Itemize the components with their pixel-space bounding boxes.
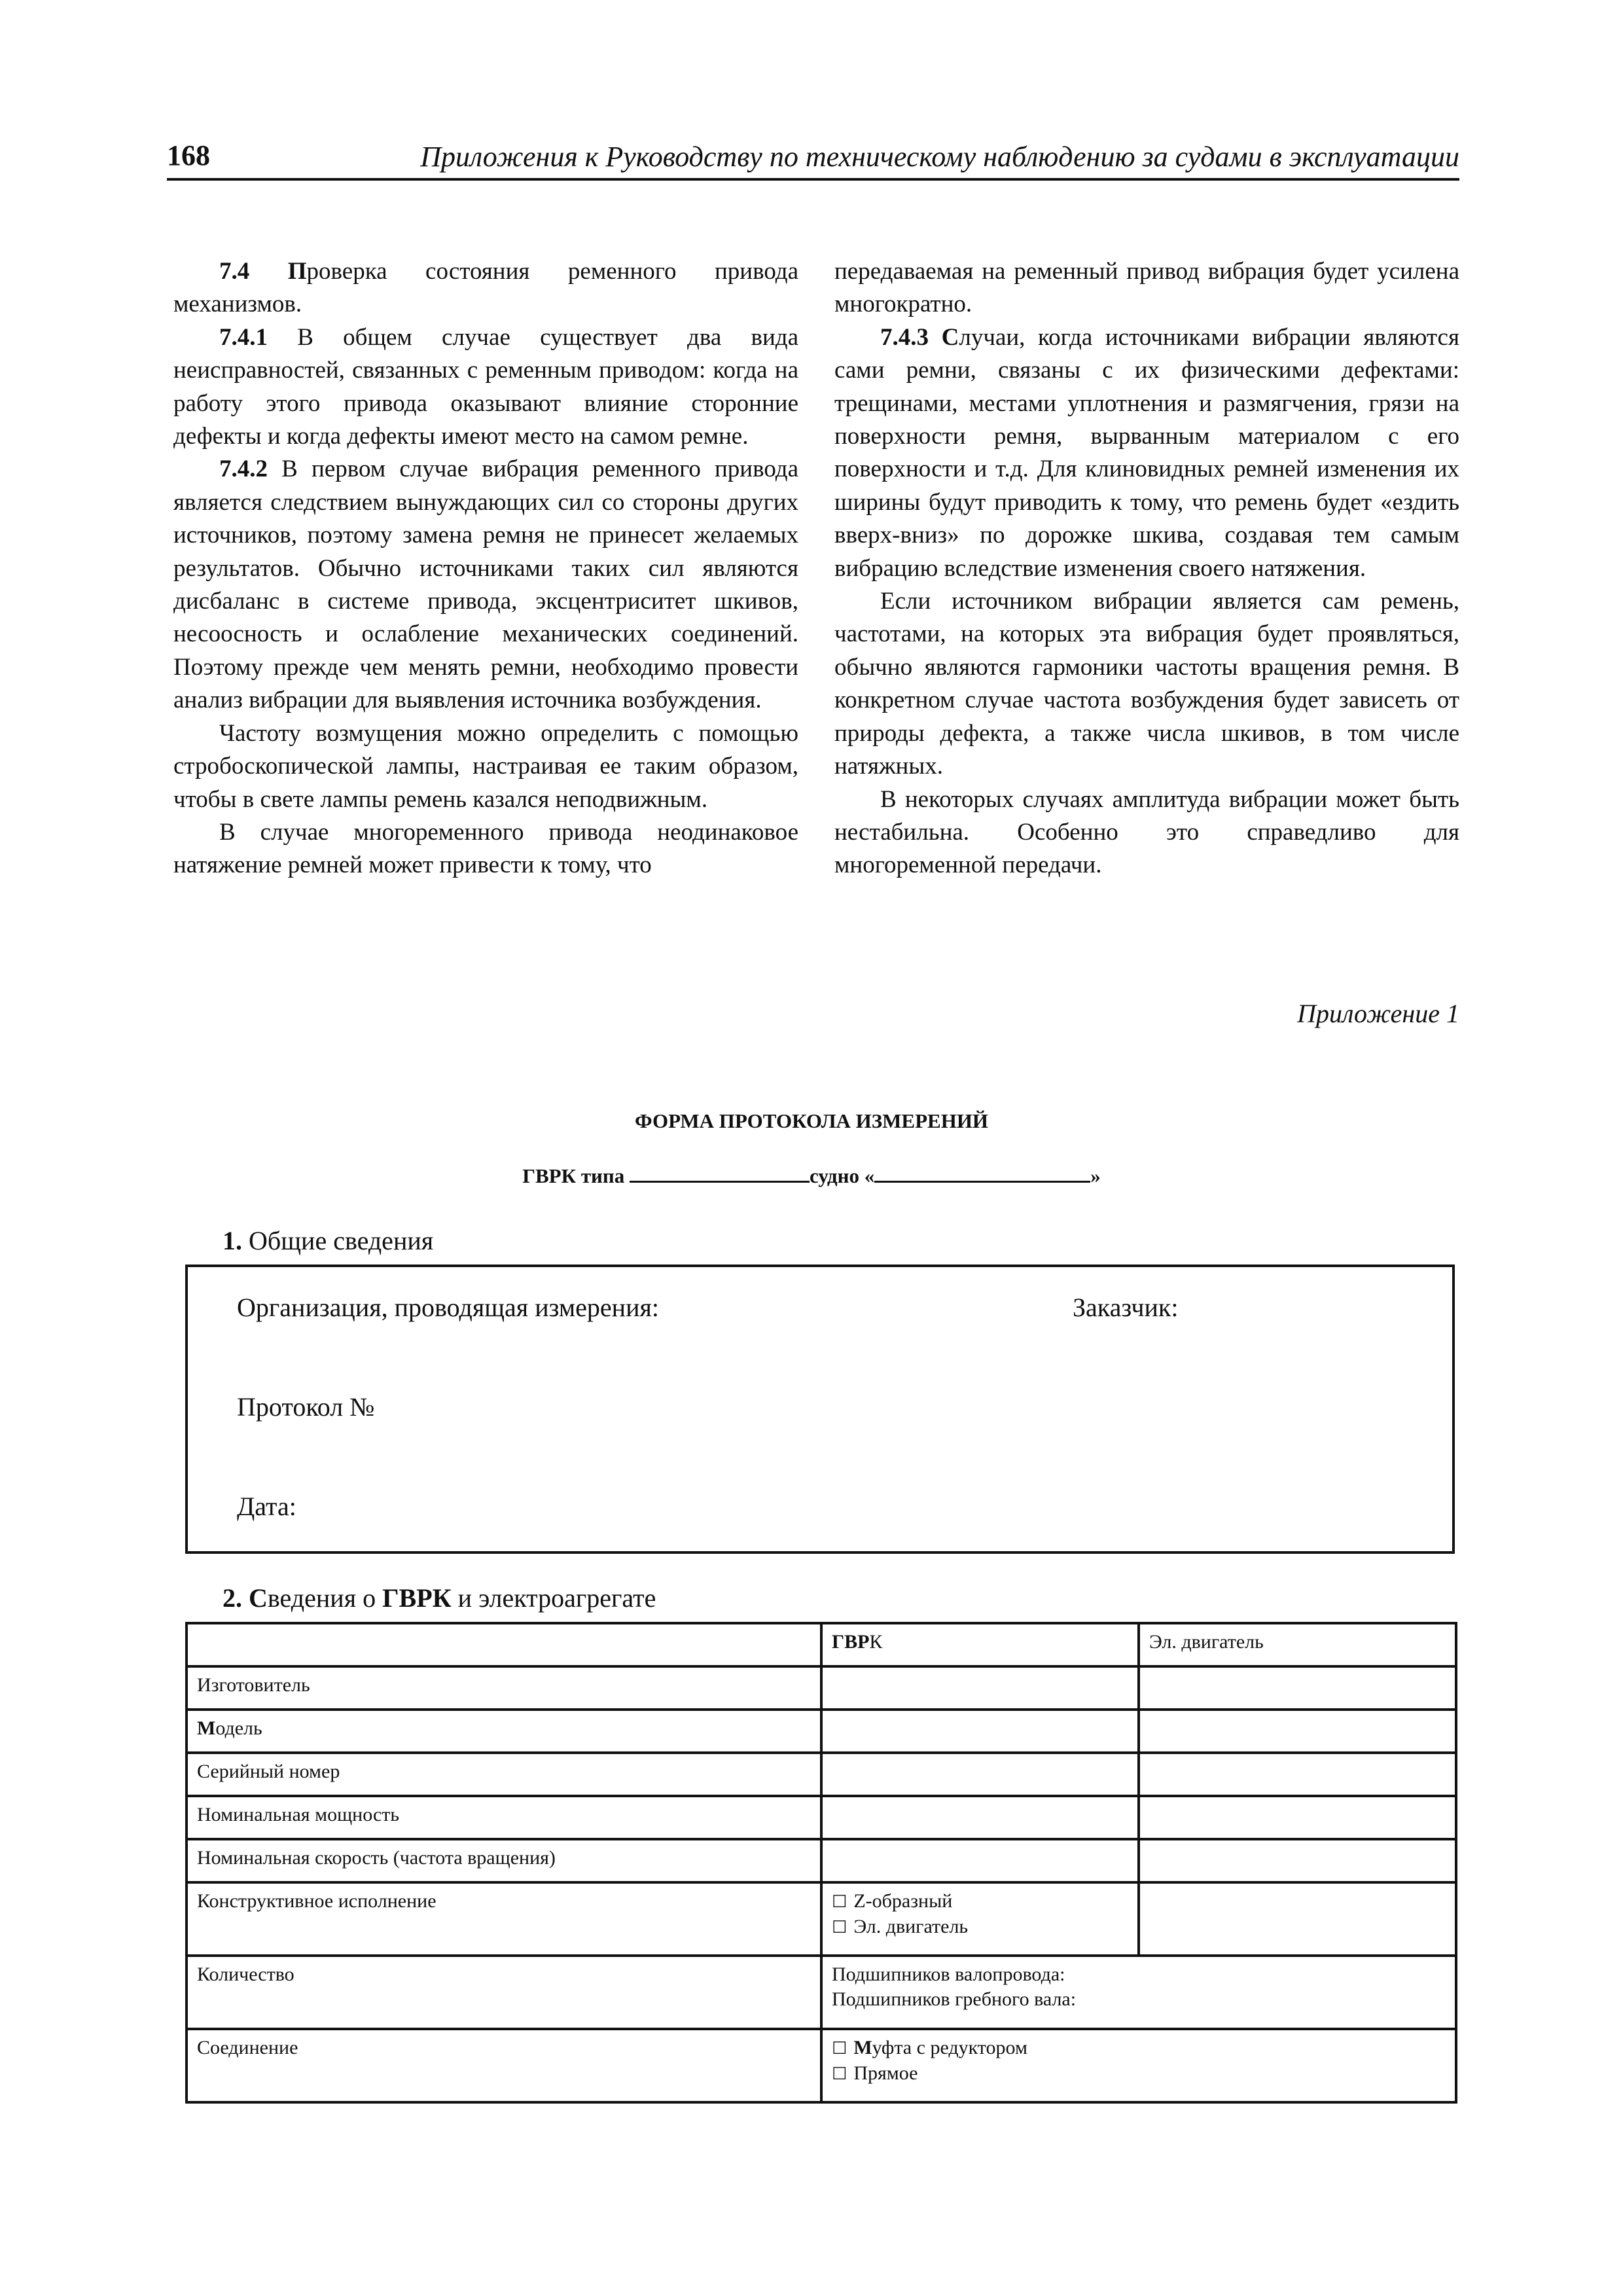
section-number: 7.4.2 — [219, 456, 268, 483]
cell-motor-serial[interactable] — [1139, 1753, 1456, 1796]
cell-motor-manufacturer[interactable] — [1139, 1666, 1456, 1710]
protocol-number-label: Протокол № — [237, 1392, 375, 1422]
paragraph-7-4-2 — [173, 453, 798, 717]
header-gvrk-bold: ГВР — [832, 1631, 870, 1653]
section-number: 7.4.3 — [880, 323, 929, 351]
paragraph-text: В первом случае вибрация ременного привода является следствием вынуждающих сил со стороны других источников, поэтому замена ремня не принесет желаемых результатов. Обычно источниками таких сил являются дисбаланс в системе привода, эксцентриситет шкивов, несоосность и ослабление механических соединений. Поэтому прежде чем менять ремни, необходимо провести анализ вибрации для выявления источника возбуждения. — [173, 456, 798, 714]
row-label-power: Номинальная мощность — [187, 1796, 821, 1839]
table-row — [187, 1956, 1456, 2029]
cell-gvrk-model[interactable] — [821, 1710, 1139, 1753]
shaftline-bearings-label: Подшипников валопровода: — [832, 1964, 1065, 1985]
header-gvrk — [821, 1623, 1139, 1666]
section1-title-text: Общие сведения — [242, 1226, 434, 1255]
row-label-connection: Соединение — [187, 2029, 821, 2102]
table-row — [187, 1882, 1456, 1956]
paragraph-continuation: передаваемая на ременный привод вибрация будет усилена многократно. — [834, 258, 1459, 318]
propeller-shaft-bearings-label: Подшипников гребного вала: — [832, 1988, 1077, 2010]
row-label-serial: Серийный номер — [187, 1753, 821, 1796]
design-option-z-label: Z-образный — [853, 1890, 953, 1912]
paragraph-amplitude: В некоторых случаях амплитуда вибрации может быть нестабильна. Особенно это справедливо для многоременной передачи. — [834, 785, 1459, 879]
section2-title-gvrk: ГВРК — [382, 1583, 452, 1613]
paragraph-text: роверка состояния ременного привода механизмов. — [173, 258, 799, 318]
gvrk-type-label: ГВРК типа — [522, 1164, 625, 1187]
cell-gvrk-power[interactable] — [821, 1796, 1139, 1839]
date-label: Дата: — [237, 1492, 296, 1521]
cell-gvrk-serial[interactable] — [821, 1753, 1139, 1796]
form-title: ФОРМА ПРОТОКОЛА ИЗМЕРЕНИЙ — [634, 1109, 989, 1132]
section2-number: 2. — [223, 1583, 242, 1613]
section-number: 7.4.1 — [219, 323, 268, 351]
section2-title-rest: и электроагрегате — [451, 1583, 656, 1613]
design-option-motor[interactable] — [832, 1914, 1128, 1940]
header-motor: Эл. двигатель — [1139, 1623, 1456, 1666]
checkbox-icon[interactable]: ☐ — [832, 1918, 847, 1937]
cell-motor-power[interactable] — [1139, 1796, 1456, 1839]
paragraph-frequency: Частоту возмущения можно определить с помощью стробоскопической лампы, настраивая ее таким образом, чтобы в свете лампы ремень казался неподвижным. — [173, 719, 798, 813]
header-empty-cell — [187, 1623, 821, 1666]
vessel-label: судно « — [810, 1164, 875, 1187]
cell-quantity — [821, 1956, 1456, 2029]
table-row — [187, 1710, 1456, 1753]
table-row — [187, 1796, 1456, 1839]
gearbox-bold-initial: М — [853, 2037, 872, 2058]
page-number: 168 — [167, 139, 210, 171]
header-gvrk-rest: К — [869, 1631, 883, 1653]
cell-motor-design[interactable] — [1139, 1882, 1456, 1956]
right-column — [834, 255, 1459, 882]
table-header-row — [187, 1623, 1456, 1666]
cell-gvrk-speed[interactable] — [821, 1839, 1139, 1882]
row-label-design: Конструктивное исполнение — [187, 1882, 821, 1956]
specs-table — [185, 1622, 1457, 2104]
customer-label: Заказчик: — [1073, 1293, 1179, 1322]
paragraph-text: лучаи, когда источниками вибрации являются сами ремни, связаны с их физическими дефектами: трещинами, местами уплотнения и размягчения, грязи на поверхности ремня, вырванным материалом с его поверхности и т.д. Для клиновидных ремней изменения их ширины будут приводить к тому, что ремень будет «ездить вверх-вниз» по дорожке шкива, создавая тем самым вибрацию вследствие изменения своего натяжения. — [834, 323, 1459, 582]
left-column — [173, 255, 798, 882]
section1-title — [223, 1225, 433, 1256]
cell-gvrk-manufacturer[interactable] — [821, 1666, 1139, 1710]
paragraph-text: В общем случае существует два вида неисправностей, связанных с ременным приводом: когда на работу этого привода оказывают влияние сторонние дефекты и когда дефекты имеют место на самом ремне. — [173, 323, 798, 450]
cell-motor-speed[interactable] — [1139, 1839, 1456, 1882]
table-row — [187, 1666, 1456, 1710]
design-option-motor-label: Эл. двигатель — [853, 1916, 969, 1937]
paragraph-multibelt: В случае многоременного привода неодинаковое натяжение ремней может привести к тому, что — [173, 818, 798, 879]
paragraph-7-4 — [173, 255, 798, 321]
connection-option-gearbox-label: уфта с редуктором — [872, 2037, 1027, 2058]
table-row — [187, 1839, 1456, 1882]
bold-initial: С — [249, 1583, 268, 1613]
design-option-z[interactable] — [832, 1889, 1128, 1914]
gvrk-type-blank[interactable] — [630, 1164, 810, 1183]
general-info-box — [185, 1265, 1455, 1554]
row-label-quantity: Количество — [187, 1956, 821, 2029]
table-row — [187, 1753, 1456, 1796]
vessel-close-quote: » — [1090, 1164, 1101, 1187]
connection-option-direct[interactable] — [832, 2061, 1446, 2087]
cell-connection — [821, 2029, 1456, 2102]
bold-initial: С — [941, 323, 959, 351]
cell-motor-model[interactable] — [1139, 1710, 1456, 1753]
row-label-manufacturer: Изготовитель — [187, 1666, 821, 1710]
section2-title-text: ведения о — [267, 1583, 383, 1613]
connection-option-gearbox[interactable] — [832, 2036, 1446, 2061]
paragraph-harmonics: Если источником вибрации является сам ремень, частотами, на которых эта вибрация будет проявляться, обычно являются гармоники частоты вращения ремня. В конкретном случае частота возбуждения будет зависеть от природы дефекта, а также числа шкивов, в том числе натяжных. — [834, 588, 1459, 780]
section1-number: 1. — [223, 1226, 242, 1255]
checkbox-icon[interactable]: ☐ — [832, 1892, 847, 1912]
checkbox-icon[interactable]: ☐ — [832, 2039, 847, 2058]
row-label-model — [187, 1710, 821, 1753]
organization-label: Организация, проводящая измерения: — [237, 1293, 659, 1322]
model-label-rest: одель — [215, 1717, 262, 1739]
vessel-name-blank[interactable] — [874, 1164, 1090, 1183]
paragraph-7-4-3 — [834, 321, 1459, 585]
appendix-label: Приложение 1 — [1297, 999, 1459, 1028]
form-subtitle — [0, 1164, 1623, 1188]
row-label-speed: Номинальная скорость (частота вращения) — [187, 1839, 821, 1882]
section2-title — [223, 1583, 656, 1613]
connection-option-direct-label: Прямое — [853, 2062, 918, 2084]
running-title: Приложения к Руководству по техническому наблюдению за судами в эксплуатации — [420, 141, 1459, 173]
model-bold-initial: М — [197, 1717, 216, 1739]
bold-initial: П — [287, 258, 307, 285]
section-number: 7.4 — [219, 258, 250, 285]
paragraph-7-4-1 — [173, 321, 798, 454]
checkbox-icon[interactable]: ☐ — [832, 2064, 847, 2084]
cell-gvrk-design — [821, 1882, 1139, 1956]
header-rule — [167, 178, 1459, 181]
table-row — [187, 2029, 1456, 2102]
